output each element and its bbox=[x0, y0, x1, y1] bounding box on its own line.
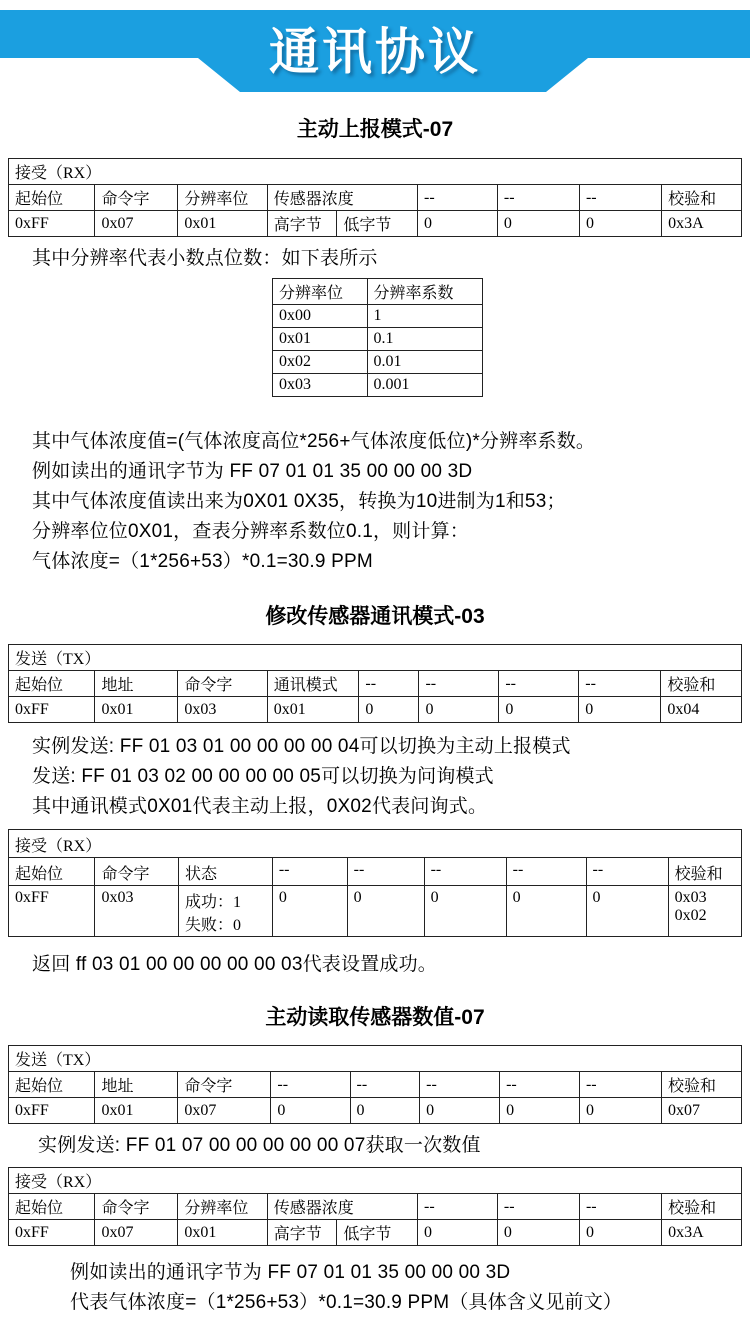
table-cell: -- bbox=[497, 185, 579, 211]
table-row bbox=[9, 211, 742, 237]
paragraph: 代表气体浓度=（1*256+53）*0.1=30.9 PPM（具体含义见前文） bbox=[70, 1292, 623, 1313]
table-cell: -- bbox=[359, 671, 419, 697]
table-row bbox=[9, 1046, 742, 1072]
table-cell: 高字节 bbox=[267, 211, 337, 237]
table-cell: 命令字 bbox=[178, 1072, 271, 1098]
resolution-table-wrap bbox=[272, 278, 483, 397]
table-cell: 低字节 bbox=[337, 1220, 418, 1246]
table-cell: 0xFF bbox=[9, 886, 95, 937]
paragraph: 气体浓度=（1*256+53）*0.1=30.9 PPM bbox=[32, 551, 373, 572]
table-row bbox=[273, 374, 483, 397]
table-cell: -- bbox=[417, 185, 497, 211]
table-cell: -- bbox=[506, 858, 586, 886]
rx-report-table bbox=[8, 158, 742, 237]
table-caption-cell: 接受（RX） bbox=[9, 1168, 742, 1194]
table-caption-cell: 发送（TX） bbox=[9, 1046, 742, 1072]
section-title-report-mode: 主动上报模式-07 bbox=[296, 118, 454, 141]
table-row bbox=[9, 671, 742, 697]
table-cell: 0 bbox=[497, 1220, 579, 1246]
table-row bbox=[9, 1168, 742, 1194]
table-row bbox=[9, 645, 742, 671]
table-cell: 0 bbox=[424, 886, 506, 937]
table-cell: -- bbox=[500, 1072, 580, 1098]
table-cell: 命令字 bbox=[95, 858, 179, 886]
table-cell: -- bbox=[579, 1194, 661, 1220]
table-row bbox=[9, 697, 742, 723]
table-cell: 0 bbox=[272, 886, 347, 937]
table-cell: -- bbox=[271, 1072, 350, 1098]
table-row bbox=[9, 159, 742, 185]
table-cell: 起始位 bbox=[9, 1194, 95, 1220]
table-cell: 命令字 bbox=[178, 671, 267, 697]
table-row bbox=[9, 858, 742, 886]
table-cell: 0x03 bbox=[178, 697, 267, 723]
table-cell: -- bbox=[424, 858, 506, 886]
table-cell: 0x07 bbox=[662, 1098, 742, 1124]
read-explanation-block bbox=[38, 1258, 750, 1318]
table-cell: 地址 bbox=[95, 1072, 178, 1098]
table-cell: 起始位 bbox=[9, 671, 95, 697]
table-cell: 0x01 bbox=[95, 697, 178, 723]
table-caption-cell: 接受（RX） bbox=[9, 159, 742, 185]
table-row bbox=[9, 1194, 742, 1220]
paragraph: 其中通讯模式0X01代表主动上报，0X02代表问询式。 bbox=[32, 796, 488, 817]
table-cell: -- bbox=[417, 1194, 497, 1220]
rx-read-table-wrap bbox=[0, 1167, 750, 1246]
table-cell: 0 bbox=[417, 1220, 497, 1246]
section-title-read-value: 主动读取传感器数值-07 bbox=[265, 1006, 485, 1029]
table-row bbox=[273, 328, 483, 351]
table-cell: 0x3A bbox=[662, 1220, 742, 1246]
table-cell: 0 bbox=[271, 1098, 350, 1124]
table-cell: -- bbox=[420, 1072, 500, 1098]
table-row bbox=[9, 886, 742, 937]
rx-read-table bbox=[8, 1167, 742, 1246]
table-cell: -- bbox=[586, 858, 668, 886]
table-cell: 0x04 bbox=[661, 697, 742, 723]
paragraph: 实例发送: FF 01 03 01 00 00 00 00 04可以切换为主动上报模式 bbox=[32, 736, 571, 757]
table-cell: 0 bbox=[579, 1220, 661, 1246]
rx-mode-table-wrap bbox=[0, 829, 750, 937]
table-cell: -- bbox=[579, 671, 661, 697]
tx-read-table-wrap bbox=[0, 1045, 750, 1124]
table-cell: 0x01 bbox=[178, 1220, 267, 1246]
table-cell: 0xFF bbox=[9, 1220, 95, 1246]
table-caption-cell: 发送（TX） bbox=[9, 645, 742, 671]
table-cell: 校验和 bbox=[661, 671, 742, 697]
table-cell: 0x07 bbox=[95, 211, 178, 237]
table-row bbox=[273, 305, 483, 328]
rx-mode-table bbox=[8, 829, 742, 937]
table-cell: 0.1 bbox=[367, 328, 483, 351]
table-cell: 0 bbox=[419, 697, 499, 723]
table-cell: 0x07 bbox=[178, 1098, 271, 1124]
table-cell: 0 bbox=[417, 211, 497, 237]
table-cell: 0x01 bbox=[178, 211, 267, 237]
table-cell: 0.001 bbox=[367, 374, 483, 397]
table-cell: 0x3A bbox=[662, 211, 742, 237]
table-cell: 校验和 bbox=[668, 858, 741, 886]
table-row bbox=[9, 830, 742, 858]
table-cell: 0xFF bbox=[9, 1098, 95, 1124]
table-cell: 0 bbox=[359, 697, 419, 723]
table-cell: 通讯模式 bbox=[267, 671, 359, 697]
table-row bbox=[9, 1072, 742, 1098]
table-row bbox=[9, 1098, 742, 1124]
table-cell: 0 bbox=[500, 1098, 580, 1124]
table-cell: -- bbox=[579, 1072, 661, 1098]
table-cell: 分辨率位 bbox=[178, 1194, 267, 1220]
table-cell: 0xFF bbox=[9, 697, 95, 723]
table-cell: 0x01 bbox=[267, 697, 359, 723]
header-banner bbox=[0, 10, 750, 92]
table-cell: 成功：1 失败：0 bbox=[179, 886, 273, 937]
table-cell: 起始位 bbox=[9, 858, 95, 886]
table-cell: 0x07 bbox=[95, 1220, 178, 1246]
table-cell: 传感器浓度 bbox=[267, 1194, 417, 1220]
table-cell: 起始位 bbox=[9, 185, 95, 211]
table-cell: 0 bbox=[579, 211, 661, 237]
table-row bbox=[273, 351, 483, 374]
paragraph: 发送: FF 01 03 02 00 00 00 00 05可以切换为问询模式 bbox=[32, 766, 494, 787]
table-cell: 0xFF bbox=[9, 211, 95, 237]
page-title: 通讯协议 bbox=[269, 24, 481, 80]
table-cell: 0x01 bbox=[95, 1098, 178, 1124]
table-cell: -- bbox=[350, 1072, 420, 1098]
paragraph: 其中气体浓度值读出来为0X01 0X35，转换为10进制为1和53； bbox=[32, 491, 566, 512]
paragraph: 例如读出的通讯字节为 FF 07 01 01 35 00 00 00 3D bbox=[32, 461, 473, 482]
resolution-note: 其中分辨率代表小数点位数：如下表所示 bbox=[32, 248, 378, 269]
table-cell: 0 bbox=[350, 1098, 420, 1124]
tx-mode-table bbox=[8, 644, 742, 723]
table-cell: 命令字 bbox=[95, 1194, 178, 1220]
table-row bbox=[273, 279, 483, 305]
paragraph: 分辨率位位0X01，查表分辨率系数位0.1，则计算： bbox=[32, 521, 469, 542]
table-cell: 0 bbox=[586, 886, 668, 937]
table-cell: 0 bbox=[420, 1098, 500, 1124]
table-cell: 0x01 bbox=[273, 328, 368, 351]
table-cell: 状态 bbox=[179, 858, 273, 886]
table-cell: -- bbox=[499, 671, 579, 697]
table-cell: -- bbox=[347, 858, 424, 886]
table-cell: 校验和 bbox=[662, 1072, 742, 1098]
resolution-table bbox=[272, 278, 483, 397]
table-row bbox=[9, 185, 742, 211]
table-cell: 地址 bbox=[95, 671, 178, 697]
table-cell: 0x03 bbox=[273, 374, 368, 397]
table-cell: 0 bbox=[506, 886, 586, 937]
table-cell: 分辨率位 bbox=[273, 279, 368, 305]
table-cell: 校验和 bbox=[662, 1194, 742, 1220]
table-cell: 校验和 bbox=[662, 185, 742, 211]
table-row bbox=[9, 1220, 742, 1246]
table-cell: 分辨率系数 bbox=[367, 279, 483, 305]
table-cell: -- bbox=[419, 671, 499, 697]
table-cell: 0x03 bbox=[95, 886, 179, 937]
table-cell: 0x03 0x02 bbox=[668, 886, 741, 937]
tx-mode-table-wrap bbox=[0, 644, 750, 723]
table-cell: -- bbox=[579, 185, 661, 211]
table-cell: 1 bbox=[367, 305, 483, 328]
paragraph: 例如读出的通讯字节为 FF 07 01 01 35 00 00 00 3D bbox=[70, 1262, 511, 1283]
mode-explanation-block bbox=[0, 732, 750, 822]
table-cell: 0x02 bbox=[273, 351, 368, 374]
report-explanation-block bbox=[0, 427, 750, 577]
paragraph: 其中气体浓度值=(气体浓度高位*256+气体浓度低位)*分辨率系数。 bbox=[32, 431, 596, 452]
table-cell: 命令字 bbox=[95, 185, 178, 211]
table-caption-cell: 接受（RX） bbox=[9, 830, 742, 858]
table-cell: 0.01 bbox=[367, 351, 483, 374]
send-example-note: 实例发送: FF 01 07 00 00 00 00 00 07获取一次数值 bbox=[38, 1135, 481, 1156]
table-cell: 高字节 bbox=[267, 1220, 337, 1246]
table-cell: 起始位 bbox=[9, 1072, 95, 1098]
table-cell: 0 bbox=[499, 697, 579, 723]
table-cell: -- bbox=[497, 1194, 579, 1220]
table-cell: 分辨率位 bbox=[178, 185, 267, 211]
table-cell: 0x00 bbox=[273, 305, 368, 328]
table-cell: 0 bbox=[497, 211, 579, 237]
table-cell: 0 bbox=[579, 1098, 661, 1124]
table-cell: 0 bbox=[347, 886, 424, 937]
section-title-change-mode: 修改传感器通讯模式-03 bbox=[265, 605, 485, 628]
tx-read-table bbox=[8, 1045, 742, 1124]
table-cell: -- bbox=[272, 858, 347, 886]
table-cell: 低字节 bbox=[337, 211, 418, 237]
table-cell: 传感器浓度 bbox=[267, 185, 417, 211]
rx-report-table-wrap bbox=[0, 158, 750, 237]
return-note: 返回 ff 03 01 00 00 00 00 00 03代表设置成功。 bbox=[32, 954, 437, 975]
table-cell: 0 bbox=[579, 697, 661, 723]
